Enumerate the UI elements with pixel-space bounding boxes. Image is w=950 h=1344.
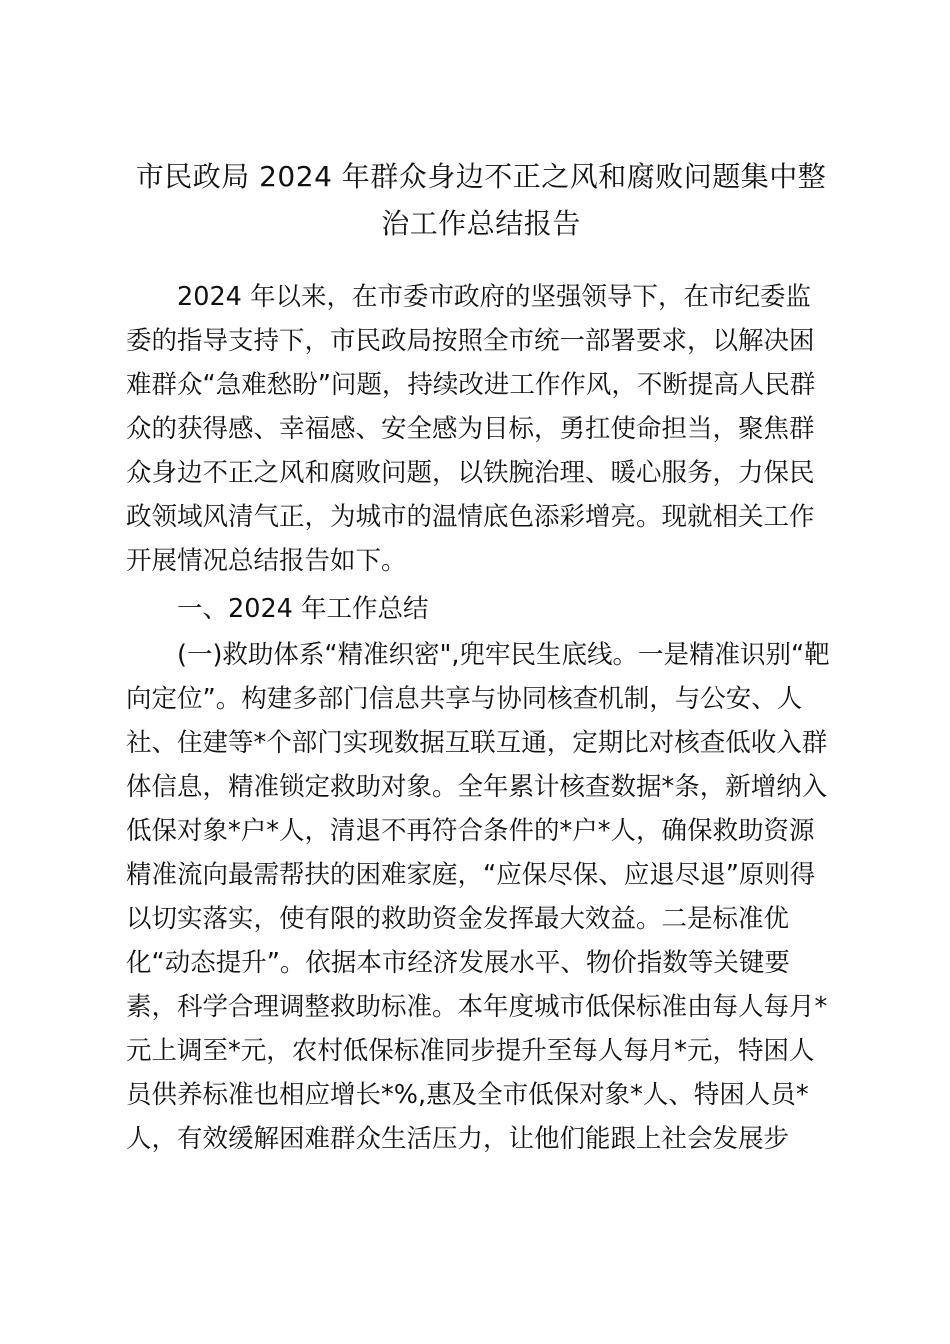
intro-line: 2024 年以来，在市委市政府的坚强领导下，在市纪委监 [126, 282, 812, 312]
body-line: 素，科学合理调整救助标准。本年度城市低保标准由每人每月* [126, 992, 828, 1022]
body-line: 元上调至*元，农村低保标准同步提升至每人每月*元，特困人 [126, 1036, 815, 1066]
intro-line: 众的获得感、幸福感、安全感为目标，勇扛使命担当，聚焦群 [126, 414, 815, 444]
title-line: 市民政局 2024 年群众身边不正之风和腐败问题集中整 [135, 160, 827, 193]
intro-line: 难群众“急难愁盼”问题，持续改进工作作风，不断提高人民群 [126, 370, 816, 400]
body-line: 社、住建等*个部门实现数据互联互通，定期比对核查低收入群 [126, 728, 828, 758]
body-line: 以切实落实，使有限的救助资金发挥最大效益。二是标准优 [126, 904, 790, 934]
body-line: 低保对象*户*人，清退不再符合条件的*户*人，确保救助资源 [126, 816, 815, 846]
intro-line: 委的指导支持下，市民政局按照全市统一部署要求，以解决困 [126, 326, 815, 356]
body-line: 化“动态提升”。依据本市经济发展水平、物价指数等关键要 [126, 948, 790, 978]
intro-line: 政领域风清气正，为城市的温情底色添彩增亮。现就相关工作 [126, 502, 815, 532]
intro-line: 众身边不正之风和腐败问题，以铁腕治理、暖心服务，力保民 [126, 458, 815, 488]
body-line: 人，有效缓解困难群众生活压力，让他们能跟上社会发展步 [126, 1124, 790, 1154]
intro-line: 开展情况总结报告如下。 [126, 546, 407, 576]
body-line: 体信息，精准锁定救助对象。全年累计核查数据*条，新增纳入 [126, 772, 828, 802]
body-line: (一)救助体系“精准织密",兜牢民生底线。一是精准识别“靶 [126, 640, 830, 670]
document-title [125, 153, 837, 247]
body-line: 向定位”。构建多部门信息共享与协同核查机制，与公安、人 [126, 684, 803, 714]
body-line: 精准流向最需帮扶的困难家庭，“应保尽保、应退尽退”原则得 [126, 860, 816, 890]
title-line: 治工作总结报告 [381, 207, 581, 240]
section-heading: 一、2024 年工作总结 [126, 594, 429, 624]
body-line: 员供养标准也相应增长*%,惠及全市低保对象*人、特困人员* [126, 1080, 809, 1110]
